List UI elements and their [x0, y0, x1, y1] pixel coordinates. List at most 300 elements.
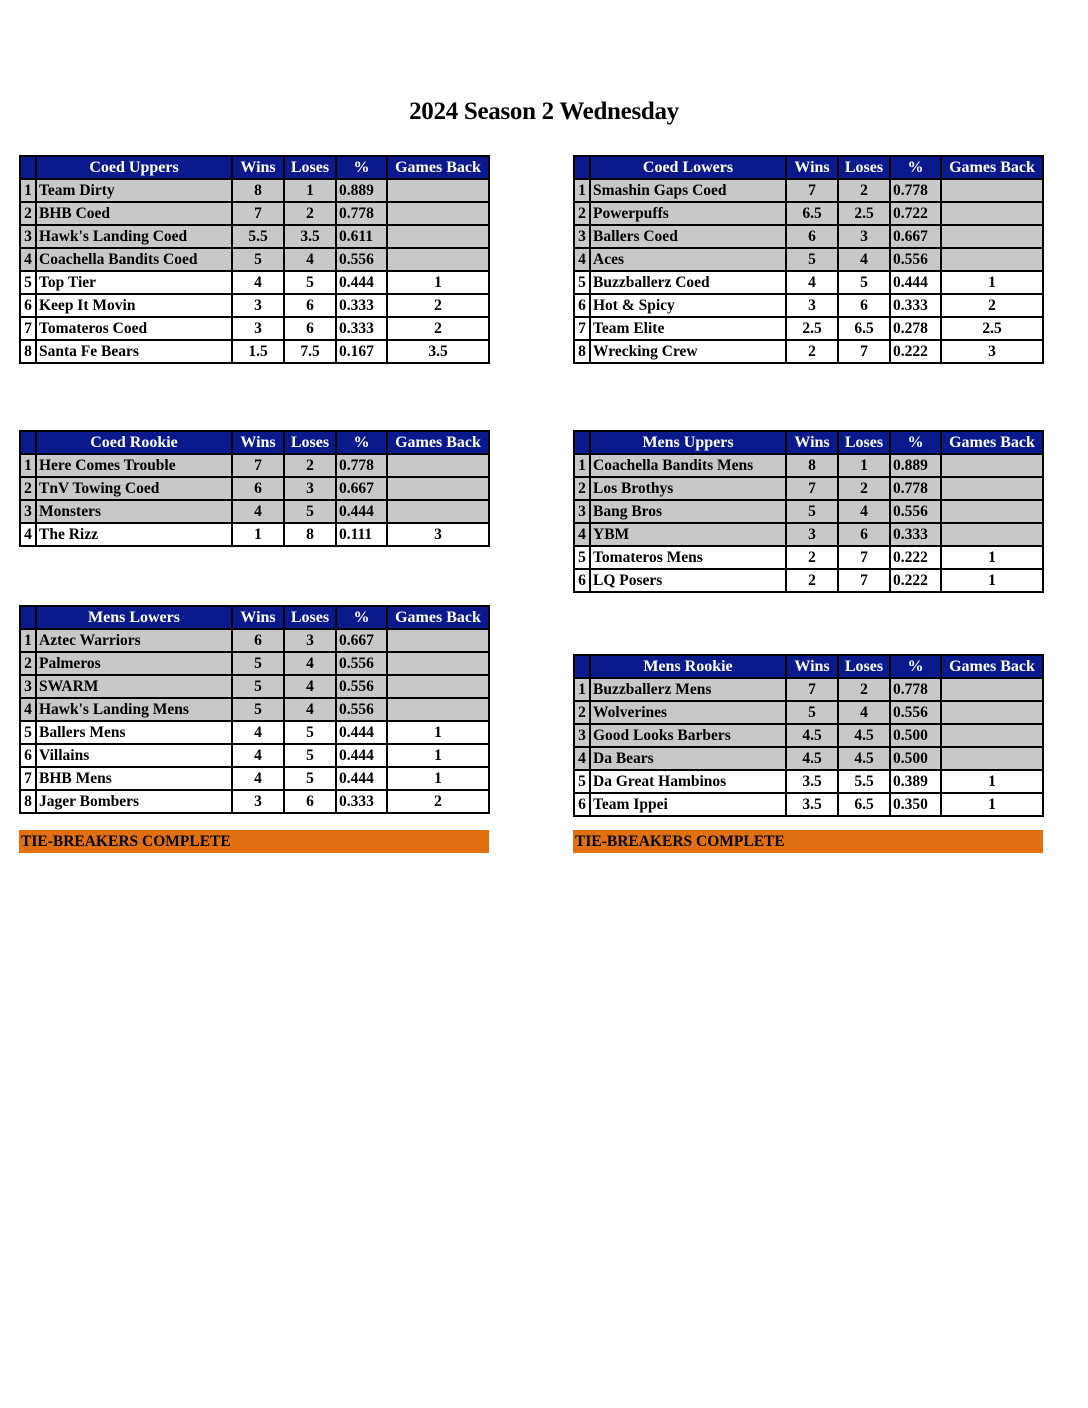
pct-cell: 0.556 — [336, 698, 387, 721]
loses-cell: 2 — [284, 454, 336, 477]
table-row — [574, 477, 1043, 500]
rank-cell: 6 — [20, 744, 36, 767]
pct-cell: 0.444 — [890, 271, 941, 294]
loses-cell: 2 — [838, 179, 890, 202]
rank-cell: 4 — [20, 698, 36, 721]
pct-cell: 0.611 — [336, 225, 387, 248]
header-games-back: Games Back — [941, 156, 1043, 179]
header-games-back: Games Back — [941, 655, 1043, 678]
team-name-cell: SWARM — [36, 675, 232, 698]
rank-cell: 4 — [20, 248, 36, 271]
wins-cell: 7 — [232, 202, 284, 225]
team-name-cell: Keep It Movin — [36, 294, 232, 317]
rank-cell: 5 — [574, 770, 590, 793]
loses-cell: 3 — [838, 225, 890, 248]
rank-cell: 1 — [574, 179, 590, 202]
team-name-cell: Los Brothys — [590, 477, 786, 500]
loses-cell: 5 — [284, 744, 336, 767]
table-row — [20, 271, 489, 294]
games-back-cell — [941, 724, 1043, 747]
pct-cell: 0.222 — [890, 340, 941, 363]
pct-cell: 0.444 — [336, 744, 387, 767]
team-name-cell: Coachella Bandits Mens — [590, 454, 786, 477]
wins-cell: 1.5 — [232, 340, 284, 363]
tie-breakers-note: TIE-BREAKERS COMPLETE — [19, 830, 489, 853]
loses-cell: 7 — [838, 546, 890, 569]
games-back-cell: 1 — [941, 793, 1043, 816]
wins-cell: 4.5 — [786, 724, 838, 747]
pct-cell: 0.333 — [336, 294, 387, 317]
team-name-cell: Da Bears — [590, 747, 786, 770]
wins-cell: 3.5 — [786, 793, 838, 816]
loses-cell: 4 — [838, 701, 890, 724]
loses-cell: 6 — [284, 790, 336, 813]
pct-cell: 0.444 — [336, 721, 387, 744]
rank-cell: 7 — [20, 317, 36, 340]
table-row — [20, 675, 489, 698]
table-row — [20, 317, 489, 340]
loses-cell: 5 — [284, 500, 336, 523]
wins-cell: 8 — [786, 454, 838, 477]
wins-cell: 4 — [232, 767, 284, 790]
games-back-cell: 3.5 — [387, 340, 489, 363]
rank-cell: 1 — [574, 678, 590, 701]
team-name-cell: Wrecking Crew — [590, 340, 786, 363]
games-back-cell — [941, 454, 1043, 477]
header-pct: % — [890, 431, 941, 454]
loses-cell: 4 — [284, 675, 336, 698]
loses-cell: 2 — [284, 202, 336, 225]
pct-cell: 0.667 — [336, 477, 387, 500]
loses-cell: 3 — [284, 629, 336, 652]
games-back-cell: 2 — [387, 294, 489, 317]
header-games-back: Games Back — [941, 431, 1043, 454]
table-row — [20, 225, 489, 248]
pct-cell: 0.333 — [890, 294, 941, 317]
table-row — [574, 294, 1043, 317]
header-rank-cell — [20, 606, 36, 629]
header-rank-cell — [574, 156, 590, 179]
table-row — [574, 317, 1043, 340]
pct-cell: 0.389 — [890, 770, 941, 793]
wins-cell: 7 — [786, 678, 838, 701]
loses-cell: 1 — [838, 454, 890, 477]
wins-cell: 2 — [786, 340, 838, 363]
wins-cell: 5 — [786, 701, 838, 724]
pct-cell: 0.778 — [890, 477, 941, 500]
header-loses: Loses — [838, 156, 890, 179]
games-back-cell: 1 — [387, 767, 489, 790]
games-back-cell: 3 — [387, 523, 489, 546]
table-row — [574, 523, 1043, 546]
table-row — [20, 477, 489, 500]
team-name-cell: BHB Coed — [36, 202, 232, 225]
pct-cell: 0.278 — [890, 317, 941, 340]
table-row — [20, 767, 489, 790]
division-name: Mens Rookie — [590, 655, 786, 678]
games-back-cell — [387, 225, 489, 248]
table-header-row — [574, 156, 1043, 179]
table-header-row — [20, 606, 489, 629]
header-pct: % — [890, 156, 941, 179]
header-pct: % — [336, 431, 387, 454]
team-name-cell: Aces — [590, 248, 786, 271]
header-wins: Wins — [232, 156, 284, 179]
team-name-cell: Bang Bros — [590, 500, 786, 523]
wins-cell: 8 — [232, 179, 284, 202]
table-row — [20, 202, 489, 225]
games-back-cell: 2 — [387, 790, 489, 813]
team-name-cell: Da Great Hambinos — [590, 770, 786, 793]
wins-cell: 4 — [232, 500, 284, 523]
pct-cell: 0.333 — [890, 523, 941, 546]
games-back-cell — [941, 225, 1043, 248]
wins-cell: 5.5 — [232, 225, 284, 248]
team-name-cell: Tomateros Coed — [36, 317, 232, 340]
team-name-cell: Team Elite — [590, 317, 786, 340]
rank-cell: 3 — [20, 225, 36, 248]
table-row — [20, 721, 489, 744]
pct-cell: 0.778 — [336, 454, 387, 477]
loses-cell: 3.5 — [284, 225, 336, 248]
wins-cell: 3 — [232, 294, 284, 317]
pct-cell: 0.556 — [890, 500, 941, 523]
wins-cell: 2 — [786, 546, 838, 569]
header-loses: Loses — [284, 431, 336, 454]
games-back-cell — [387, 179, 489, 202]
pct-cell: 0.667 — [890, 225, 941, 248]
division-name: Mens Lowers — [36, 606, 232, 629]
wins-cell: 5 — [232, 248, 284, 271]
table-header-row — [574, 655, 1043, 678]
header-rank-cell — [574, 655, 590, 678]
tie-breakers-note: TIE-BREAKERS COMPLETE — [573, 830, 1043, 853]
wins-cell: 3 — [232, 317, 284, 340]
loses-cell: 5 — [284, 721, 336, 744]
team-name-cell: Monsters — [36, 500, 232, 523]
loses-cell: 1 — [284, 179, 336, 202]
loses-cell: 4 — [284, 248, 336, 271]
wins-cell: 7 — [786, 179, 838, 202]
games-back-cell: 2 — [941, 294, 1043, 317]
rank-cell: 2 — [574, 701, 590, 724]
header-loses: Loses — [838, 655, 890, 678]
table-row — [20, 652, 489, 675]
rank-cell: 3 — [20, 500, 36, 523]
rank-cell: 4 — [574, 747, 590, 770]
division-name: Coed Uppers — [36, 156, 232, 179]
loses-cell: 6.5 — [838, 317, 890, 340]
rank-cell: 3 — [574, 225, 590, 248]
rank-cell: 1 — [20, 454, 36, 477]
table-row — [20, 248, 489, 271]
header-wins: Wins — [786, 431, 838, 454]
pct-cell: 0.722 — [890, 202, 941, 225]
wins-cell: 3 — [786, 294, 838, 317]
wins-cell: 7 — [786, 477, 838, 500]
table-row — [574, 248, 1043, 271]
standings-table-coed-uppers — [19, 155, 490, 364]
team-name-cell: LQ Posers — [590, 569, 786, 592]
rank-cell: 4 — [574, 523, 590, 546]
games-back-cell: 1 — [941, 770, 1043, 793]
rank-cell: 1 — [574, 454, 590, 477]
pct-cell: 0.889 — [890, 454, 941, 477]
pct-cell: 0.778 — [336, 202, 387, 225]
team-name-cell: Team Ippei — [590, 793, 786, 816]
standings-table-coed-rookie — [19, 430, 490, 547]
table-header-row — [574, 431, 1043, 454]
pct-cell: 0.556 — [336, 248, 387, 271]
games-back-cell — [387, 454, 489, 477]
games-back-cell: 3 — [941, 340, 1043, 363]
wins-cell: 4 — [232, 744, 284, 767]
wins-cell: 3.5 — [786, 770, 838, 793]
division-name: Mens Uppers — [590, 431, 786, 454]
rank-cell: 3 — [574, 500, 590, 523]
wins-cell: 6 — [232, 477, 284, 500]
games-back-cell — [387, 202, 489, 225]
header-wins: Wins — [786, 655, 838, 678]
games-back-cell — [387, 477, 489, 500]
header-loses: Loses — [838, 431, 890, 454]
games-back-cell: 1 — [941, 569, 1043, 592]
team-name-cell: Palmeros — [36, 652, 232, 675]
table-row — [574, 225, 1043, 248]
pct-cell: 0.556 — [890, 701, 941, 724]
rank-cell: 6 — [574, 294, 590, 317]
table-row — [20, 294, 489, 317]
table-row — [574, 678, 1043, 701]
team-name-cell: Top Tier — [36, 271, 232, 294]
loses-cell: 2 — [838, 678, 890, 701]
wins-cell: 2 — [786, 569, 838, 592]
team-name-cell: The Rizz — [36, 523, 232, 546]
team-name-cell: Hawk's Landing Coed — [36, 225, 232, 248]
pct-cell: 0.350 — [890, 793, 941, 816]
header-pct: % — [336, 156, 387, 179]
pct-cell: 0.222 — [890, 569, 941, 592]
header-wins: Wins — [232, 431, 284, 454]
loses-cell: 7 — [838, 340, 890, 363]
header-rank-cell — [20, 431, 36, 454]
pct-cell: 0.500 — [890, 724, 941, 747]
team-name-cell: Buzzballerz Coed — [590, 271, 786, 294]
games-back-cell: 1 — [387, 721, 489, 744]
pct-cell: 0.111 — [336, 523, 387, 546]
loses-cell: 4 — [838, 248, 890, 271]
games-back-cell: 1 — [387, 744, 489, 767]
team-name-cell: Tomateros Mens — [590, 546, 786, 569]
pct-cell: 0.444 — [336, 500, 387, 523]
games-back-cell — [941, 523, 1043, 546]
loses-cell: 2 — [838, 477, 890, 500]
games-back-cell — [941, 202, 1043, 225]
pct-cell: 0.556 — [336, 675, 387, 698]
rank-cell: 5 — [20, 271, 36, 294]
loses-cell: 4 — [284, 698, 336, 721]
team-name-cell: Good Looks Barbers — [590, 724, 786, 747]
wins-cell: 6.5 — [786, 202, 838, 225]
table-row — [574, 546, 1043, 569]
table-row — [574, 747, 1043, 770]
table-row — [20, 454, 489, 477]
rank-cell: 5 — [20, 721, 36, 744]
rank-cell: 6 — [574, 793, 590, 816]
team-name-cell: Santa Fe Bears — [36, 340, 232, 363]
games-back-cell: 2 — [387, 317, 489, 340]
rank-cell: 2 — [20, 202, 36, 225]
pct-cell: 0.556 — [890, 248, 941, 271]
standings-table-coed-lowers — [573, 155, 1044, 364]
loses-cell: 5 — [284, 271, 336, 294]
team-name-cell: Coachella Bandits Coed — [36, 248, 232, 271]
table-header-row — [20, 156, 489, 179]
rank-cell: 4 — [574, 248, 590, 271]
pct-cell: 0.167 — [336, 340, 387, 363]
team-name-cell: Team Dirty — [36, 179, 232, 202]
loses-cell: 7 — [838, 569, 890, 592]
standings-table-mens-rookie — [573, 654, 1044, 817]
games-back-cell — [941, 701, 1043, 724]
wins-cell: 4 — [232, 721, 284, 744]
header-wins: Wins — [232, 606, 284, 629]
rank-cell: 8 — [20, 340, 36, 363]
pct-cell: 0.667 — [336, 629, 387, 652]
team-name-cell: Villains — [36, 744, 232, 767]
rank-cell: 2 — [20, 652, 36, 675]
table-row — [20, 523, 489, 546]
division-name: Coed Lowers — [590, 156, 786, 179]
wins-cell: 6 — [786, 225, 838, 248]
rank-cell: 2 — [20, 477, 36, 500]
games-back-cell: 1 — [387, 271, 489, 294]
header-loses: Loses — [284, 606, 336, 629]
header-rank-cell — [20, 156, 36, 179]
team-name-cell: TnV Towing Coed — [36, 477, 232, 500]
games-back-cell — [941, 500, 1043, 523]
loses-cell: 6.5 — [838, 793, 890, 816]
table-row — [574, 770, 1043, 793]
games-back-cell: 1 — [941, 546, 1043, 569]
wins-cell: 5 — [232, 675, 284, 698]
table-row — [574, 340, 1043, 363]
loses-cell: 6 — [284, 317, 336, 340]
loses-cell: 6 — [838, 523, 890, 546]
rank-cell: 2 — [574, 477, 590, 500]
games-back-cell — [387, 629, 489, 652]
loses-cell: 5.5 — [838, 770, 890, 793]
table-row — [574, 202, 1043, 225]
table-header-row — [20, 431, 489, 454]
games-back-cell — [941, 477, 1043, 500]
rank-cell: 6 — [20, 294, 36, 317]
division-name: Coed Rookie — [36, 431, 232, 454]
wins-cell: 5 — [232, 652, 284, 675]
team-name-cell: BHB Mens — [36, 767, 232, 790]
wins-cell: 5 — [786, 248, 838, 271]
loses-cell: 7.5 — [284, 340, 336, 363]
wins-cell: 5 — [786, 500, 838, 523]
table-row — [20, 790, 489, 813]
pct-cell: 0.333 — [336, 317, 387, 340]
page-title: 2024 Season 2 Wednesday — [409, 98, 679, 125]
rank-cell: 7 — [574, 317, 590, 340]
games-back-cell — [941, 179, 1043, 202]
pct-cell: 0.222 — [890, 546, 941, 569]
header-pct: % — [336, 606, 387, 629]
team-name-cell: Hawk's Landing Mens — [36, 698, 232, 721]
games-back-cell — [387, 500, 489, 523]
pct-cell: 0.444 — [336, 271, 387, 294]
team-name-cell: Powerpuffs — [590, 202, 786, 225]
games-back-cell — [387, 248, 489, 271]
pct-cell: 0.333 — [336, 790, 387, 813]
team-name-cell: Smashin Gaps Coed — [590, 179, 786, 202]
loses-cell: 5 — [838, 271, 890, 294]
games-back-cell — [941, 678, 1043, 701]
team-name-cell: Wolverines — [590, 701, 786, 724]
loses-cell: 5 — [284, 767, 336, 790]
table-row — [574, 724, 1043, 747]
games-back-cell — [387, 698, 489, 721]
pct-cell: 0.778 — [890, 678, 941, 701]
games-back-cell — [387, 675, 489, 698]
rank-cell: 5 — [574, 546, 590, 569]
standings-table-mens-lowers — [19, 605, 490, 814]
wins-cell: 7 — [232, 454, 284, 477]
rank-cell: 7 — [20, 767, 36, 790]
loses-cell: 4.5 — [838, 747, 890, 770]
loses-cell: 8 — [284, 523, 336, 546]
table-row — [20, 629, 489, 652]
rank-cell: 1 — [20, 179, 36, 202]
table-row — [20, 500, 489, 523]
table-row — [20, 179, 489, 202]
rank-cell: 2 — [574, 202, 590, 225]
pct-cell: 0.778 — [890, 179, 941, 202]
loses-cell: 4 — [838, 500, 890, 523]
header-rank-cell — [574, 431, 590, 454]
rank-cell: 3 — [20, 675, 36, 698]
pct-cell: 0.889 — [336, 179, 387, 202]
wins-cell: 4 — [232, 271, 284, 294]
loses-cell: 4.5 — [838, 724, 890, 747]
header-loses: Loses — [284, 156, 336, 179]
table-row — [574, 793, 1043, 816]
loses-cell: 6 — [284, 294, 336, 317]
team-name-cell: Aztec Warriors — [36, 629, 232, 652]
team-name-cell: Jager Bombers — [36, 790, 232, 813]
rank-cell: 8 — [20, 790, 36, 813]
team-name-cell: YBM — [590, 523, 786, 546]
loses-cell: 4 — [284, 652, 336, 675]
games-back-cell — [941, 747, 1043, 770]
rank-cell: 4 — [20, 523, 36, 546]
pct-cell: 0.500 — [890, 747, 941, 770]
team-name-cell: Here Comes Trouble — [36, 454, 232, 477]
games-back-cell: 2.5 — [941, 317, 1043, 340]
table-row — [20, 340, 489, 363]
wins-cell: 1 — [232, 523, 284, 546]
wins-cell: 4.5 — [786, 747, 838, 770]
rank-cell: 5 — [574, 271, 590, 294]
wins-cell: 6 — [232, 629, 284, 652]
table-row — [574, 271, 1043, 294]
games-back-cell: 1 — [941, 271, 1043, 294]
header-games-back: Games Back — [387, 156, 489, 179]
team-name-cell: Hot & Spicy — [590, 294, 786, 317]
